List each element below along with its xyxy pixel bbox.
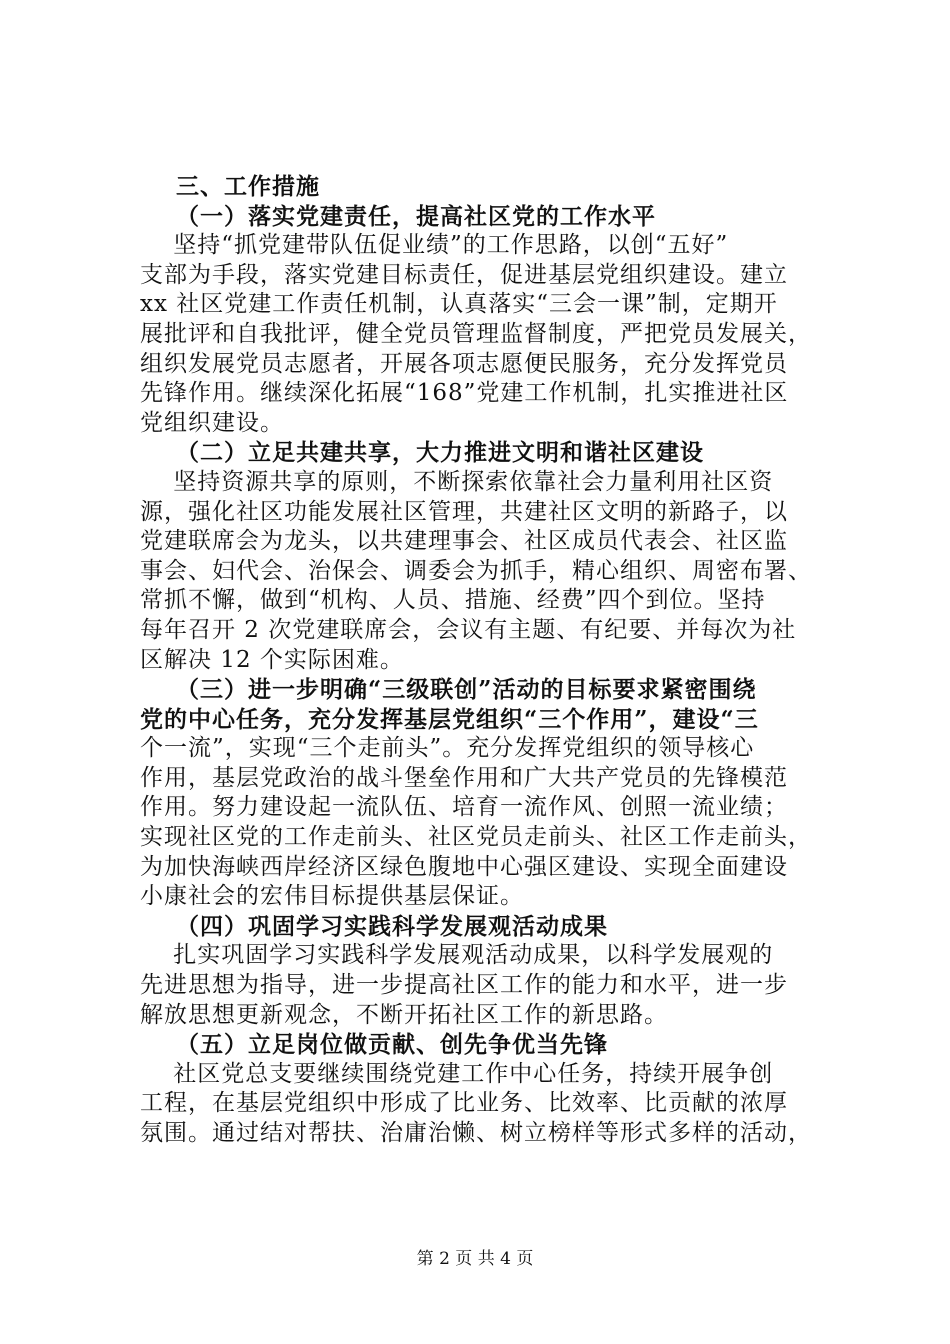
document-body (140, 172, 840, 1149)
body-text-line: 社区党总支要继续围绕党建工作中心任务，持续开展争创 (140, 1060, 774, 1087)
section-heading-line: 党的中心任务，充分发挥基层党组织“三个作用”，建设“三 (140, 705, 759, 733)
body-text-line: 党建联席会为龙头，以共建理事会、社区成员代表会、社区监 (140, 528, 788, 555)
body-text-line: xx 社区党建工作责任机制，认真落实“三会一课”制，定期开 (140, 291, 778, 318)
body-text-line: 事会、妇代会、治保会、调委会为抓手，精心组织、周密布署、 (140, 557, 812, 584)
body-text-line: 每年召开 2 次党建联席会，会议有主题、有纪要、并每次为社 (140, 616, 797, 643)
body-text-line: 扎实巩固学习实践科学发展观活动成果，以科学发展观的 (140, 942, 774, 969)
body-text-line: 党组织建设。 (140, 409, 284, 436)
section-heading-line: （三）进一步明确“三级联创”活动的目标要求紧密围绕 (140, 676, 757, 704)
body-text-line: 为加快海峡西岸经济区绿色腹地中心强区建设、实现全面建设 (140, 853, 788, 880)
page-footer: 第 2 页 共 4 页 (416, 1249, 534, 1269)
body-text-line: 组织发展党员志愿者，开展各项志愿便民服务，充分发挥党员 (140, 350, 788, 377)
body-text-line: 先进思想为指导，进一步提高社区工作的能力和水平，进一步 (140, 972, 788, 999)
body-text-line: 支部为手段，落实党建目标责任，促进基层党组织建设。建立 (140, 261, 788, 288)
section-heading-line: （一）落实党建责任，提高社区党的工作水平 (140, 202, 657, 230)
section-heading-line: （五）立足岗位做贡献、创先争优当先锋 (140, 1031, 609, 1059)
body-text-line: 作用，基层党政治的战斗堡垒作用和广大共产党员的先锋模范 (140, 764, 788, 791)
section-heading-line: 三、工作措施 (140, 173, 321, 200)
body-text-line: 坚持“抓党建带队伍促业绩”的工作思路，以创“五好” (140, 232, 729, 259)
body-text-line: 解放思想更新观念，不断开拓社区工作的新思路。 (140, 1001, 668, 1028)
body-text-line: 作用。努力建设起一流队伍、培育一流作风、创照一流业绩； (140, 794, 788, 821)
body-text-line: 展批评和自我批评，健全党员管理监督制度，严把党员发展关， (140, 320, 812, 347)
section-heading-line: （四）巩固学习实践科学发展观活动成果 (140, 912, 609, 940)
body-text-line: 源，强化社区功能发展社区管理，共建社区文明的新路子，以 (140, 498, 788, 525)
body-text-line: 小康社会的宏伟目标提供基层保证。 (140, 883, 524, 910)
body-text-line: 个一流”，实现“三个走前头”。充分发挥党组织的领导核心 (140, 735, 755, 762)
body-text-line: 工程，在基层党组织中形成了比业务、比效率、比贡献的浓厚 (140, 1090, 788, 1117)
section-heading-line: （二）立足共建共享，大力推进文明和谐社区建设 (140, 439, 705, 467)
body-text-line: 实现社区党的工作走前头、社区党员走前头、社区工作走前头， (140, 824, 812, 851)
body-text-line: 坚持资源共享的原则，不断探索依靠社会力量利用社区资 (140, 468, 774, 495)
body-text-line: 常抓不懈，做到“机构、人员、措施、经费”四个到位。坚持 (140, 587, 766, 614)
body-text-line: 先锋作用。继续深化拓展“168”党建工作机制，扎实推进社区 (140, 380, 789, 407)
body-text-line: 区解决 12 个实际困难。 (140, 646, 404, 673)
body-text-line: 氛围。通过结对帮扶、治庸治懒、树立榜样等形式多样的活动， (140, 1120, 812, 1146)
